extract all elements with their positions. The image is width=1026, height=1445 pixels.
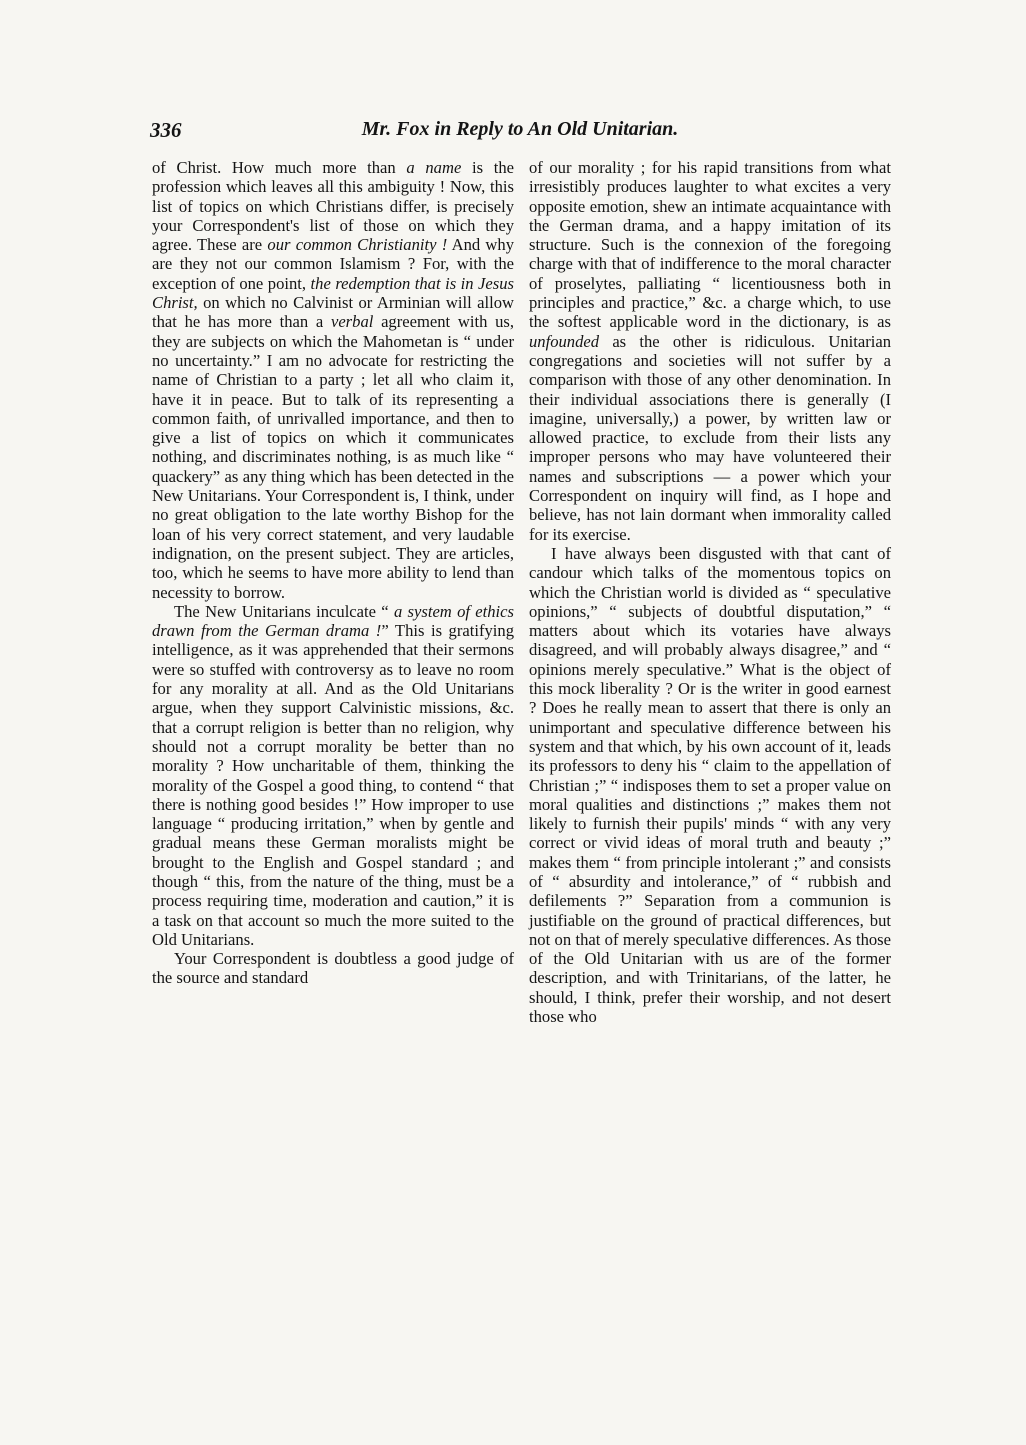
text-run: Your Correspondent is doubtless a good judge of the source and standard [152, 949, 514, 988]
paragraph [529, 544, 891, 1026]
running-head-title: Mr. Fox in Reply to An Old Unitarian. [361, 118, 679, 140]
italic-run: a name [406, 158, 462, 177]
page-number: 336 [150, 118, 182, 142]
text-run: of our morality ; for his rapid transitions from what irresistibly produces laughter to what excites a very opposite emotion, shew an intimate acquaintance with the German drama, and a happy imitation of its structure. Such is the connexion of the foregoing charge with that of indifference to the moral character of proselytes, palliating “ licentiousness both in principles and practice,” &c. a charge which, to use the softest applicable word in the dictionary, is as [529, 158, 891, 332]
italic-run: verbal [330, 312, 374, 332]
running-head [150, 118, 890, 148]
italic-run: our common Christianity ! [267, 235, 448, 255]
italic-run: the redemption that is in Jesus Christ, [152, 273, 515, 313]
text-run: ” This is gratifying intelligence, as it was apprehended that their sermons were so stuffed with controversy as to leave no room for any morality at all. And as the Old Unitarians argue, when they support Calvinistic missions, &c. that a corrupt religion is better than no religion, why should not a corrupt morality be better than no morality ? How uncharitable of them, thinking the morality of the Gospel a good thing, to contend “ that there is nothing good besides !” How improper to use language “ producing irritation,” when by gentle and gradual means these German moralists might be brought to the English and Gospel standard ; and though “ this, from the nature of the thing, must be a process requiring time, moderation and caution,” it is a task on that account so much the more suited to the Old Unitarians. [152, 621, 514, 949]
text-run: is the profession which leaves all this ambiguity ! Now, this list of topics on which Christians differ, is precisely your Correspondent's list of those on which they agree. These are [152, 158, 515, 255]
text-run: The New Unitarians inculcate “ [174, 601, 394, 621]
right-column [529, 158, 891, 1026]
paragraph [152, 602, 514, 949]
text-run: I have always been disgusted with that cant of candour which talks of the momentous topics on which the Christian world is divided as “ speculative opinions,” “ subjects of doubtful disputation,” “ matters about which its votaries have always disagreed, and will probably always disagree,” and “ opinions merely speculative.” What is the object of this mock liberality ? Or is the writer in good earnest ? Does he really mean to assert that there is only an unimportant and speculative difference between his system and that which, by his own account of it, leads its professors to deny his “ claim to the appellation of Christian ;” “ indisposes them to set a proper value on moral qualities and distinctions ;” makes them not likely to furnish their pupils' minds “ with any very correct or vivid ideas of moral truth and beauty ;” makes them “ from principle intolerant ;” and consists of “ absurdity and intolerance,” of “ rubbish and defilements ?” Separation from a communion is justifiable on the ground of practical differences, but not on that of merely speculative differences. As those of the Old Unitarian with us are of the former description, and with Trinitarians, of the latter, he should, I think, prefer their worship, and not desert those who [529, 543, 891, 1027]
paragraph [529, 158, 891, 544]
italic-run: a system of ethics drawn from the German drama ! [152, 601, 514, 641]
text-run: on which no Calvinist or Arminian will allow that he has more than a [152, 293, 514, 332]
italic-run: unfounded [529, 331, 600, 351]
left-column [152, 158, 514, 988]
text-run: as the other is ridiculous. Unitarian congregations and societies will not suffer by a comparison with those of any other denomination. In their individual associations there is generally (I imagine, universally,) a power, by written law or allowed practice, to exclude from their lists any improper persons who may have volunteered their names and subscriptions — a power which your Correspondent on inquiry will find, as I hope and believe, has not lain dormant when immorality called for its exercise. [529, 331, 891, 544]
paragraph [152, 158, 514, 602]
paragraph [152, 949, 514, 988]
text-run: agreement with us, they are subjects on which the Mahometan is “ under no uncertainty.” I am no advocate for restricting the name of Christian to a party ; let all who claim it, have it in peace. But to talk of its representing a common faith, of unrivalled importance, and then to give a list of topics on which it communicates nothing, and discriminates nothing, is as much like “ quackery” as any thing which has been detected in the New Unitarians. Your Correspondent is, I think, under no great obligation to the late worthy Bishop for the loan of his very correct statement, and very laudable indignation, on the present subject. They are articles, too, which he seems to have more ability to lend than necessity to borrow. [152, 312, 514, 602]
text-run: of Christ. How much more than [152, 158, 407, 177]
text-run: And why are they not our common Islamism ? For, with the exception of one point, [152, 235, 514, 293]
